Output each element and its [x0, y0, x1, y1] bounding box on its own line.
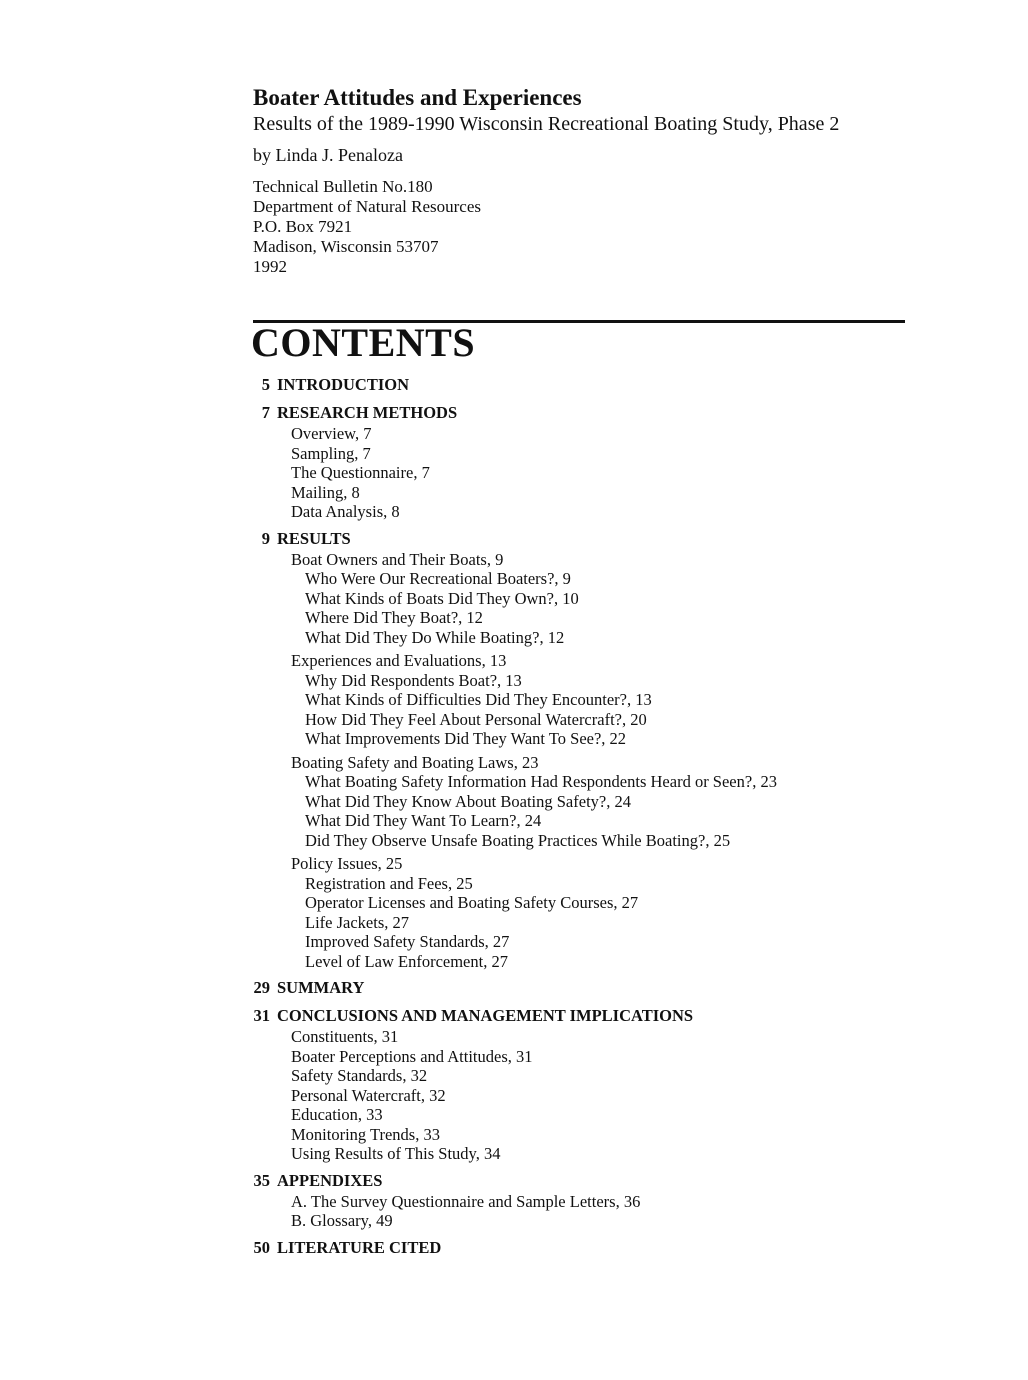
publisher: Department of Natural Resources	[253, 197, 481, 216]
toc-entry: Operator Licenses and Boating Safety Courses, 27	[305, 893, 639, 912]
toc-entry: Boater Perceptions and Attitudes, 31	[291, 1046, 533, 1066]
toc-entry: Personal Watercraft, 32	[291, 1085, 446, 1105]
toc-entry: What Boating Safety Information Had Respondents Heard or Seen?, 23	[305, 772, 777, 791]
table-of-contents	[236, 374, 936, 1259]
toc-page-number: 31	[253, 1006, 270, 1025]
toc-entry: How Did They Feel About Personal Watercraft?, 20	[305, 709, 647, 729]
report-title: Boater Attitudes and Experiences	[253, 85, 582, 110]
toc-entry: Registration and Fees, 25	[305, 873, 473, 893]
toc-page-number: 35	[253, 1170, 270, 1190]
toc-entry: What Kinds of Boats Did They Own?, 10	[305, 588, 579, 608]
bulletin-number: Technical Bulletin No.180	[253, 177, 433, 196]
toc-section-appendixes	[236, 1170, 936, 1192]
publication-info	[253, 177, 953, 277]
toc-section-title: RESULTS	[277, 528, 351, 548]
toc-section-conclusions	[236, 1005, 936, 1027]
toc-subsection: Boat Owners and Their Boats, 9	[291, 549, 504, 569]
toc-page-number: 29	[253, 978, 270, 997]
toc-subsection: Policy Issues, 25	[291, 854, 403, 873]
toc-entry: Sampling, 7	[291, 443, 371, 463]
toc-entry: What Did They Do While Boating?, 12	[305, 627, 565, 647]
toc-page-number: 9	[261, 528, 270, 548]
toc-page-number: 5	[261, 375, 270, 394]
toc-section-introduction	[236, 374, 936, 396]
toc-entry: Overview, 7	[291, 424, 372, 443]
toc-entry: Where Did They Boat?, 12	[305, 608, 483, 627]
toc-section-title: RESEARCH METHODS	[277, 403, 458, 422]
toc-entry: Constituents, 31	[291, 1027, 399, 1046]
toc-section-title: LITERATURE CITED	[277, 1237, 442, 1257]
toc-entry: What Kinds of Difficulties Did They Encounter?, 13	[305, 690, 652, 709]
toc-entry: Why Did Respondents Boat?, 13	[305, 670, 522, 690]
report-header	[253, 84, 953, 277]
report-author: by Linda J. Penaloza	[253, 145, 403, 165]
toc-entry: Life Jackets, 27	[305, 912, 410, 932]
toc-subsection: Experiences and Evaluations, 13	[291, 651, 507, 670]
toc-section-summary	[236, 977, 936, 999]
toc-entry: Using Results of This Study, 34	[291, 1144, 501, 1163]
toc-entry: The Questionnaire, 7	[291, 463, 430, 482]
toc-entry: Monitoring Trends, 33	[291, 1124, 440, 1144]
toc-entry: Education, 33	[291, 1105, 383, 1124]
toc-entry: What Did They Know About Boating Safety?, 24	[305, 791, 631, 811]
toc-entry: What Did They Want To Learn?, 24	[305, 811, 542, 830]
publication-year: 1992	[253, 257, 287, 276]
toc-entry: Mailing, 8	[291, 482, 360, 502]
toc-entry: Who Were Our Recreational Boaters?, 9	[305, 569, 571, 588]
toc-section-title: INTRODUCTION	[277, 375, 410, 394]
toc-section-results	[236, 528, 936, 550]
toc-section-title: SUMMARY	[277, 978, 365, 997]
toc-section-title: APPENDIXES	[277, 1170, 383, 1190]
city-state: Madison, Wisconsin 53707	[253, 237, 439, 256]
toc-page-number: 7	[261, 403, 270, 422]
toc-entry: B. Glossary, 49	[291, 1211, 393, 1230]
toc-entry: Safety Standards, 32	[291, 1066, 428, 1085]
toc-section-research-methods	[236, 402, 936, 424]
toc-entry: Data Analysis, 8	[291, 502, 400, 521]
toc-section-literature-cited	[236, 1237, 936, 1259]
toc-page-number: 50	[253, 1237, 270, 1257]
toc-section-title: CONCLUSIONS AND MANAGEMENT IMPLICATIONS	[277, 1006, 694, 1025]
contents-heading: CONTENTS	[251, 320, 476, 365]
report-subtitle: Results of the 1989-1990 Wisconsin Recreational Boating Study, Phase 2	[253, 113, 840, 135]
toc-entry: Improved Safety Standards, 27	[305, 932, 510, 951]
toc-entry: A. The Survey Questionnaire and Sample Letters, 36	[291, 1191, 641, 1211]
toc-entry: Level of Law Enforcement, 27	[305, 951, 508, 971]
toc-entry: Did They Observe Unsafe Boating Practices While Boating?, 25	[305, 830, 731, 850]
toc-entry: What Improvements Did They Want To See?, 22	[305, 729, 627, 748]
po-box: P.O. Box 7921	[253, 217, 353, 236]
toc-subsection: Boating Safety and Boating Laws, 23	[291, 752, 539, 772]
